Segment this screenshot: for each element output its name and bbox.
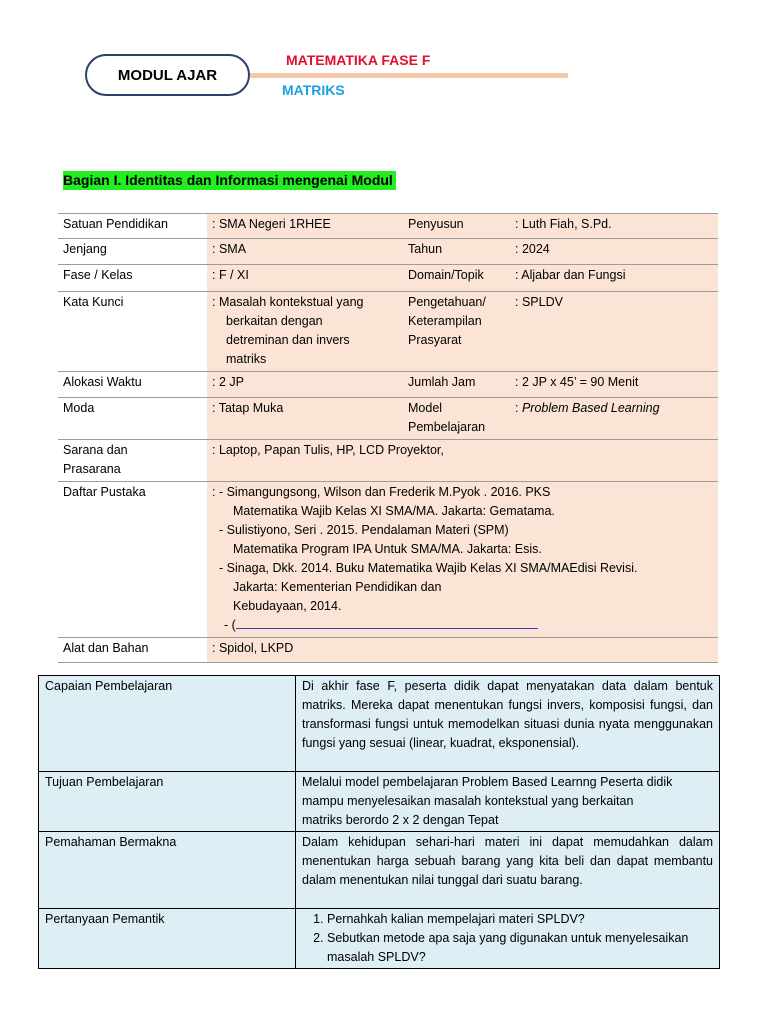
tujuan-text (296, 772, 720, 832)
modul-ajar-badge: MODUL AJAR (85, 54, 250, 96)
tahun-value: : 2024 (510, 239, 718, 265)
reference-line: Jakarta: Kementerian Pendidikan dan (233, 580, 442, 594)
kata-kunci-value (207, 292, 403, 372)
prasyarat-label (403, 292, 510, 372)
capaian-text: Di akhir fase F, peserta didik dapat menyatakan data dalam bentuk matriks. Mereka dapat menentukan fungsi invers, komposisi fungsi, dan transformasi fungsi untuk memodelkan situasi dunia nyata menggunakan fungsi yang sesuai (linear, kuadrat, eksponensial). (296, 676, 720, 772)
table-row (58, 265, 718, 292)
model-label-line: Model (408, 401, 443, 415)
satuan-label: Satuan Pendidikan (58, 214, 207, 239)
kata-kunci-line: detreminan dan invers (226, 333, 350, 347)
table-row (58, 372, 718, 398)
learning-table (38, 675, 720, 969)
table-row (58, 239, 718, 265)
penyusun-value: : Luth Fiah, S.Pd. (510, 214, 718, 239)
domain-value: : Aljabar dan Fungsi (510, 265, 718, 292)
alat-value: : Spidol, LKPD (207, 638, 718, 663)
model-value (510, 398, 718, 440)
table-row (39, 676, 720, 772)
kata-kunci-label: Kata Kunci (58, 292, 207, 372)
identity-table (58, 213, 718, 663)
jenjang-label: Jenjang (58, 239, 207, 265)
header-divider (250, 73, 568, 78)
prasyarat-label-line: Pengetahuan/ (408, 295, 486, 309)
model-value-text: Problem Based Learning (521, 401, 660, 415)
table-row (39, 909, 720, 969)
model-value-prefix: : (515, 401, 519, 415)
table-row (39, 772, 720, 832)
moda-label: Moda (58, 398, 207, 440)
table-row (58, 482, 718, 638)
table-row (58, 214, 718, 239)
tujuan-line: matriks berordo 2 x 2 dengan Tepat (302, 813, 499, 827)
reference-line: Kebudayaan, 2014. (233, 599, 342, 613)
table-row (58, 440, 718, 482)
pertanyaan-label: Pertanyaan Pemantik (39, 909, 296, 969)
prasyarat-label-line: Keterampilan (408, 314, 482, 328)
reference-line: : - Simangungsong, Wilson dan Frederik M.Pyok . 2016. PKS (212, 485, 551, 499)
list-item: 2. Sebutkan metode apa saja yang digunakan untuk menyelesaikan masalah SPLDV? (327, 929, 713, 967)
kata-kunci-line: matriks (226, 352, 267, 366)
pemahaman-text: Dalam kehidupan sehari-hari materi ini dapat memudahkan dalam menentukan harga sebuah barang yang kita beli dan dapat membantu dalam menentukan nilai tunggal dari suatu barang. (296, 832, 720, 909)
table-row (58, 292, 718, 372)
reference-link[interactable] (236, 616, 538, 629)
topic-title: MATRIKS (282, 82, 345, 98)
jumlah-label: Jumlah Jam (403, 372, 510, 398)
tujuan-line: mampu menyelesaikan masalah kontekstual yang berkaitan (302, 794, 634, 808)
alokasi-label: Alokasi Waktu (58, 372, 207, 398)
table-row (39, 832, 720, 909)
prasyarat-value: : SPLDV (510, 292, 718, 372)
pertanyaan-list (296, 909, 720, 969)
sarana-label-line: Sarana dan (63, 443, 128, 457)
alat-label: Alat dan Bahan (58, 638, 207, 663)
pemahaman-label: Pemahaman Bermakna (39, 832, 296, 909)
reference-line: - Sulistiyono, Seri . 2015. Pendalaman Materi (SPM) (219, 523, 509, 537)
reference-line (212, 616, 713, 635)
alokasi-value: : 2 JP (207, 372, 403, 398)
fase-value: : F / XI (207, 265, 403, 292)
table-row (58, 398, 718, 440)
pustaka-label: Daftar Pustaka (58, 482, 207, 638)
subject-title: MATEMATIKA FASE F (286, 52, 431, 68)
prasyarat-label-line: Prasyarat (408, 333, 462, 347)
reference-line: Matematika Wajib Kelas XI SMA/MA. Jakarta: Gematama. (233, 504, 555, 518)
tujuan-label: Tujuan Pembelajaran (39, 772, 296, 832)
reference-line: Matematika Program IPA Untuk SMA/MA. Jakarta: Esis. (233, 542, 542, 556)
sarana-label-line: Prasarana (63, 462, 121, 476)
reference-line: - Sinaga, Dkk. 2014. Buku Matematika Wajib Kelas XI SMA/MAEdisi Revisi. (219, 561, 638, 575)
moda-value: : Tatap Muka (207, 398, 403, 440)
list-item: 1. Pernahkah kalian mempelajari materi SPLDV? (327, 910, 713, 929)
table-row (58, 638, 718, 663)
pustaka-value (207, 482, 718, 638)
penyusun-label: Penyusun (403, 214, 510, 239)
satuan-value: : SMA Negeri 1RHEE (207, 214, 403, 239)
model-label-line: Pembelajaran (408, 420, 486, 434)
jumlah-value: : 2 JP x 45’ = 90 Menit (510, 372, 718, 398)
capaian-label: Capaian Pembelajaran (39, 676, 296, 772)
tujuan-line: Melalui model pembelajaran Problem Based Learnng Peserta didik (302, 775, 673, 789)
kata-kunci-line: berkaitan dengan (226, 314, 323, 328)
sarana-value: : Laptop, Papan Tulis, HP, LCD Proyektor, (207, 440, 718, 482)
domain-label: Domain/Topik (403, 265, 510, 292)
model-label (403, 398, 510, 440)
reference-bullet: - ( (224, 618, 236, 632)
section-title: Bagian I. Identitas dan Informasi mengenai Modul (63, 171, 396, 190)
tahun-label: Tahun (403, 239, 510, 265)
jenjang-value: : SMA (207, 239, 403, 265)
sarana-label (58, 440, 207, 482)
fase-label: Fase / Kelas (58, 265, 207, 292)
kata-kunci-line: : Masalah kontekstual yang (212, 295, 364, 309)
